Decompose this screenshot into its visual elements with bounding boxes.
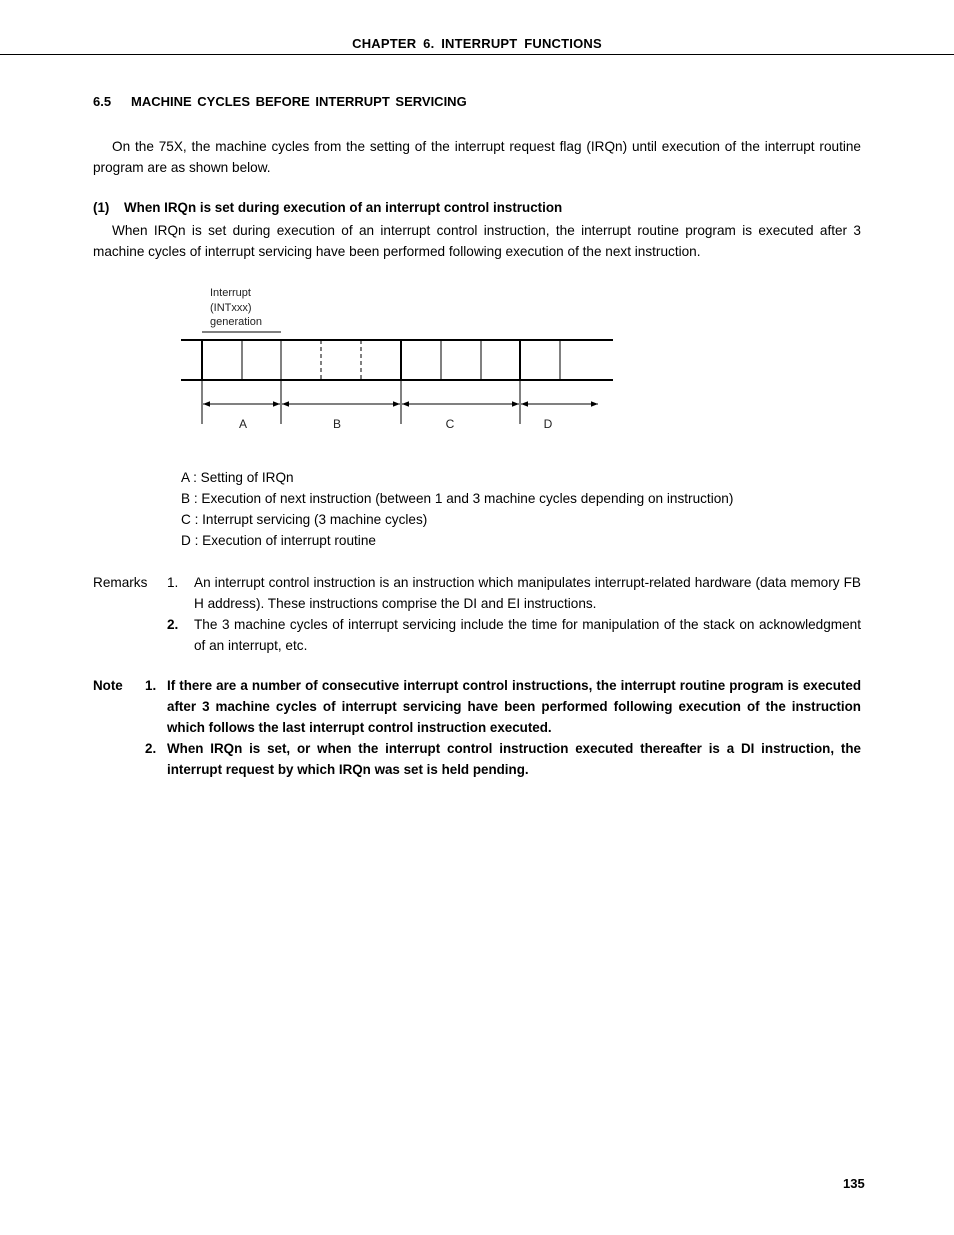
note-number-1: 1. [145,678,157,693]
section-title-text: MACHINE CYCLES BEFORE INTERRUPT SERVICING [131,94,467,109]
subsection-number: (1) [93,200,110,215]
remark-number-1: 1. [167,575,179,590]
interrupt-label-line-2: (INTxxx) [210,301,252,314]
subsection-body: When IRQn is set during execution of an interrupt control instruction, the interrupt routine program is executed after 3 machine cycles of interrupt servicing have been performed following execution of the next instruction. [93,223,861,259]
remark-number-2: 2. [167,617,179,632]
remark-text-2: The 3 machine cycles of interrupt servicing include the time for manipulation of the stack on acknowledgment of an interrupt, etc. [194,617,861,653]
interval-label-a: A [238,417,248,431]
interrupt-label-line-1: Interrupt [210,287,251,299]
interval-label-c: C [445,417,455,431]
subsection-title: When IRQn is set during execution of an interrupt control instruction [124,200,563,215]
interrupt-label-line-3: generation [210,316,262,328]
note-text-2: When IRQn is set, or when the interrupt control instruction executed thereafter is a DI instruction, the interrupt request by which IRQn was set is held pending. [167,741,861,777]
note-text-1: If there are a number of consecutive interrupt control instructions, the interrupt routine program is executed after 3 machine cycles of interrupt servicing have been performed following execution of the instruction which follows the last interrupt control instruction executed. [167,678,861,735]
chapter-header: CHAPTER 6. INTERRUPT FUNCTIONS [352,36,602,51]
remarks-label: Remarks [93,575,148,590]
note-number-2: 2. [145,741,157,756]
section-number: 6.5 [93,94,112,109]
remark-text-1: An interrupt control instruction is an instruction which manipulates interrupt-related hardware (data memory FB H address). These instructions comprise the DI and EI instructions. [194,575,861,611]
timing-diagram [0,0,954,460]
page-number: 135 [843,1176,865,1191]
interval-label-d: D [543,417,553,431]
legend-item-c: C : Interrupt servicing (3 machine cycles) [181,512,428,527]
interval-label-b: B [332,417,342,431]
note-label: Note [93,678,123,693]
legend-item-d: D : Execution of interrupt routine [181,533,376,548]
diagram-legend [181,467,733,551]
legend-item-a: A : Setting of IRQn [181,470,294,485]
intro-paragraph: On the 75X, the machine cycles from the setting of the interrupt request flag (IRQn) until execution of the interrupt routine program are as shown below. [93,139,861,175]
legend-item-b: B : Execution of next instruction (between 1 and 3 machine cycles depending on instruction) [181,491,734,506]
